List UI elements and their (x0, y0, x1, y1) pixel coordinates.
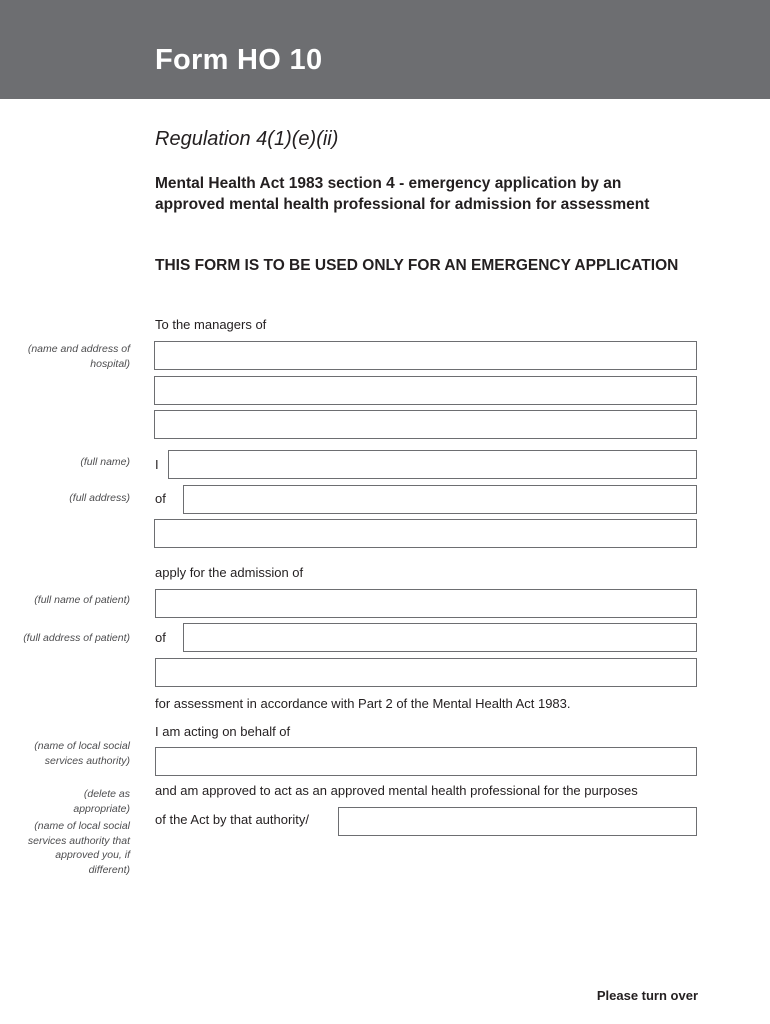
approved-amhp-text-line-2: of the Act by that authority/ (155, 812, 309, 827)
form-title: Form HO 10 (155, 44, 323, 76)
please-turn-over: Please turn over (596, 988, 698, 1003)
acting-on-behalf-text: I am acting on behalf of (155, 724, 291, 739)
emergency-notice: THIS FORM IS TO BE USED ONLY FOR AN EMERGENCY APPLICATION (155, 257, 679, 274)
approving-authority-note: (name of local social services authority that approved you, if different) (27, 820, 130, 876)
patient-name-field[interactable] (155, 589, 697, 618)
delete-as-appropriate-note: (delete as appropriate) (73, 788, 130, 815)
applicant-name-field[interactable] (168, 450, 697, 479)
managers-intro: To the managers of (155, 317, 267, 332)
applicant-address-field-line-1[interactable] (183, 485, 697, 514)
assessment-purpose: for assessment in accordance with Part 2 of the Mental Health Act 1983. (155, 696, 571, 711)
applicant-address-field-line-2[interactable] (154, 519, 697, 548)
approving-authority-field[interactable] (338, 807, 697, 836)
approved-amhp-text-line-1: and am approved to act as an approved mental health professional for the purposes (155, 783, 638, 798)
regulation-reference: Regulation 4(1)(e)(ii) (155, 128, 339, 150)
hospital-side-note: (name and address of hospital) (27, 343, 130, 370)
applicant-name-prefix: I (155, 457, 159, 472)
patient-address-note: (full address of patient) (23, 632, 130, 644)
patient-address-prefix: of (155, 630, 166, 645)
local-authority-field[interactable] (155, 747, 697, 776)
patient-name-note: (full name of patient) (34, 594, 130, 606)
patient-address-field-line-2[interactable] (155, 658, 697, 687)
applicant-address-prefix: of (155, 491, 166, 506)
applicant-address-note: (full address) (69, 492, 130, 504)
hospital-field-line-2[interactable] (154, 376, 697, 405)
applicant-name-note: (full name) (80, 456, 130, 468)
admission-intro: apply for the admission of (155, 565, 304, 580)
local-authority-note: (name of local social services authority) (34, 740, 130, 767)
patient-address-field-line-1[interactable] (183, 623, 697, 652)
hospital-field-line-3[interactable] (154, 410, 697, 439)
header-band (0, 0, 770, 99)
hospital-field-line-1[interactable] (154, 341, 697, 370)
act-title: Mental Health Act 1983 section 4 - emergency application by an approved mental health professional for admission for assessment (155, 175, 650, 213)
